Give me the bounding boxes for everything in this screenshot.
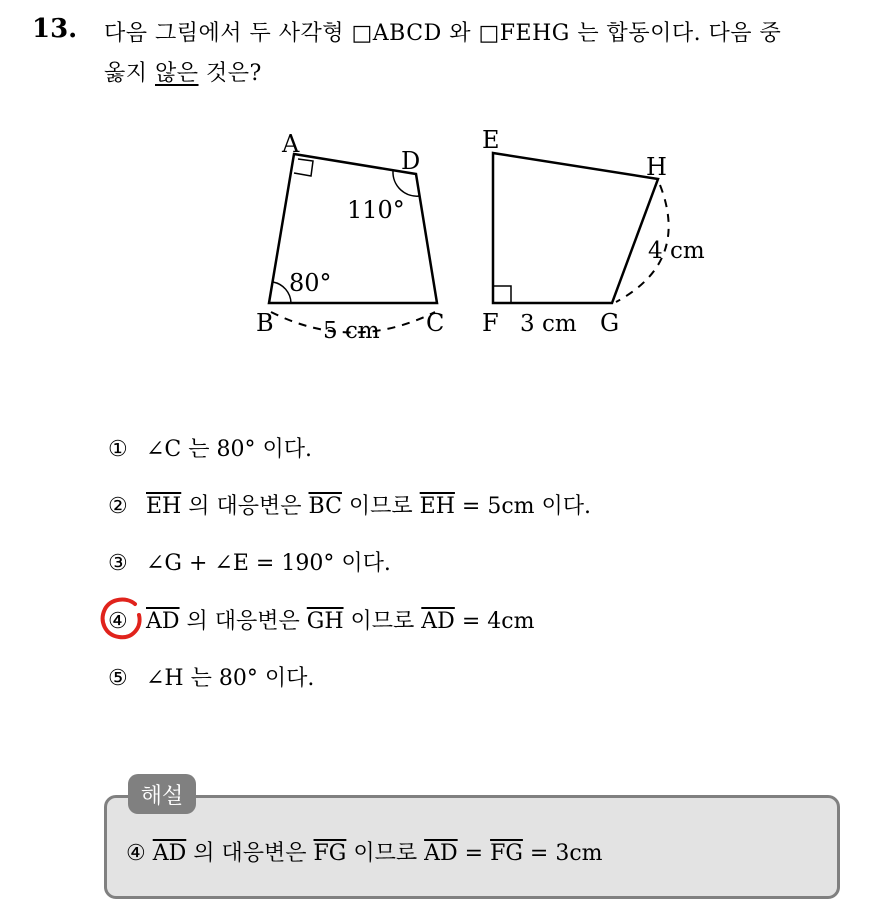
segment-gh: $\overline{GH}$ (306, 609, 344, 634)
angle-label-b: 80° (289, 269, 332, 297)
right-angle-mark-f (493, 286, 511, 303)
question-number: 13. (32, 14, 78, 44)
explanation-eq: = (457, 841, 491, 866)
option-2-number: ② (108, 494, 128, 519)
question-text-part2: 것은? (198, 61, 262, 86)
explanation-text-c: = 3cm (522, 841, 603, 866)
quad-fehg (493, 153, 658, 303)
label-b: B (256, 309, 274, 337)
segment-ad: $\overline{AD}$ (146, 609, 180, 634)
option-5[interactable] (108, 661, 314, 692)
quadrilateral-figure (0, 0, 884, 400)
option-4-number: ④ (108, 609, 128, 634)
option-5-text: ∠H 는 80° 이다. (146, 666, 315, 691)
segment-eh: $\overline{EH}$ (146, 494, 182, 519)
question-emphasis-underline: 않은 (155, 61, 199, 86)
option-3-text: ∠G + ∠E = 190° 이다. (146, 551, 391, 576)
explanation-segment-ad: $\overline{AD}$ (152, 841, 187, 866)
option-4-text-c: = 4cm (454, 609, 535, 634)
option-2-text-b: 이므로 (341, 494, 420, 519)
question-text-part1: 옳지 (104, 61, 155, 86)
explanation-segment-fg-2: $\overline{FG}$ (490, 841, 523, 866)
option-2-text-c: = 5cm 이다. (454, 494, 592, 519)
explanation-segment-fg: $\overline{FG}$ (313, 841, 347, 866)
option-1-text: ∠C 는 80° 이다. (146, 437, 312, 462)
length-label-fg: 3 cm (520, 311, 577, 337)
label-h: H (646, 153, 667, 181)
length-label-bc: 5 cm (323, 318, 380, 344)
label-g: G (600, 309, 620, 337)
label-f: F (482, 309, 499, 337)
question-text-line1: 다음 그림에서 두 사각형 □ABCD 와 □FEHG 는 합동이다. 다음 중 (104, 21, 782, 46)
option-4-text-b: 이므로 (343, 609, 422, 634)
explanation-text-b: 이므로 (346, 841, 425, 866)
length-label-gh: 4 cm (648, 238, 705, 264)
explanation-segment-ad-2: $\overline{AD}$ (424, 841, 458, 866)
label-e: E (482, 126, 500, 154)
explanation-text (126, 836, 603, 867)
segment-ad-2: $\overline{AD}$ (421, 609, 455, 634)
segment-bc: $\overline{BC}$ (308, 494, 342, 519)
right-angle-mark-a (294, 159, 313, 176)
segment-eh-2: $\overline{EH}$ (419, 494, 455, 519)
option-4-text-a: 의 대응변은 (179, 609, 307, 634)
option-3-number: ③ (108, 551, 128, 576)
explanation-text-a: 의 대응변은 (186, 841, 314, 866)
option-3[interactable] (108, 546, 391, 577)
option-1[interactable] (108, 432, 312, 463)
label-c: C (426, 309, 445, 337)
option-1-number: ① (108, 437, 128, 462)
option-5-number: ⑤ (108, 666, 128, 691)
option-2[interactable] (108, 489, 591, 520)
option-2-text-a: 의 대응변은 (181, 494, 309, 519)
explanation-badge: 해설 (128, 774, 196, 814)
explanation-number: ④ (126, 841, 146, 866)
label-a: A (282, 130, 300, 158)
angle-label-d: 110° (347, 196, 405, 224)
option-4[interactable] (108, 604, 534, 635)
label-d: D (401, 147, 421, 175)
